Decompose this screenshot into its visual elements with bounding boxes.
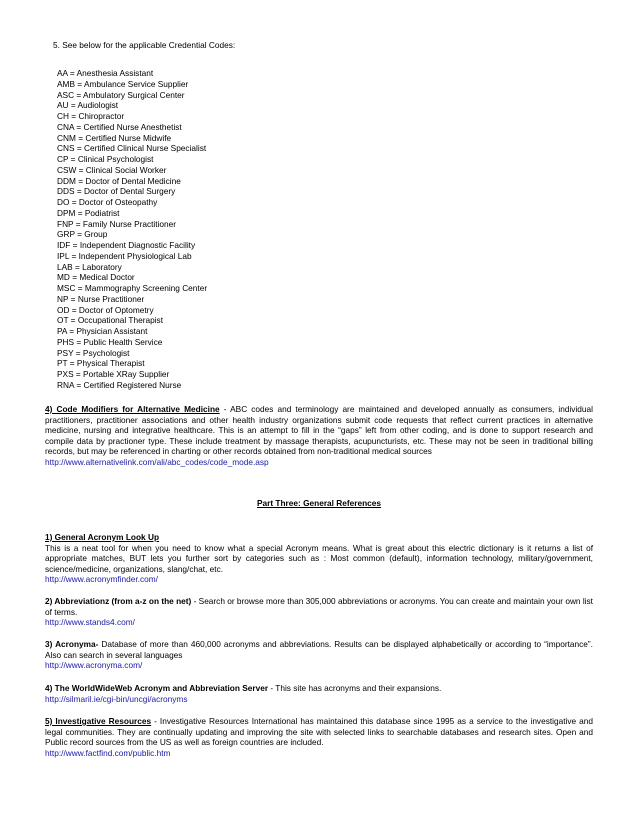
reference-link[interactable]: http://www.stands4.com/ bbox=[45, 617, 135, 628]
reference-heading: 4) The WorldWideWeb Acronym and Abbreviation Server bbox=[45, 683, 269, 693]
list-item: PSY = Psychologist bbox=[57, 347, 130, 358]
reference-body: - This site has acronyms and their expansions. bbox=[268, 683, 442, 693]
list-item: LAB = Laboratory bbox=[57, 261, 122, 272]
reference-item bbox=[45, 683, 593, 704]
list-item: PA = Physician Assistant bbox=[57, 326, 148, 336]
reference-link[interactable]: http://www.acronymfinder.com/ bbox=[45, 574, 158, 585]
list-item: CNS = Certified Clinical Nurse Specialist bbox=[57, 143, 207, 154]
list-item: CH = Chiropractor bbox=[57, 111, 125, 121]
list-item: MSC = Mammography Screening Center bbox=[57, 283, 208, 293]
code-modifiers-section bbox=[45, 404, 593, 468]
reference-heading: 2) Abbreviationz (from a-z on the net) bbox=[45, 596, 192, 606]
list-item: IPL = Independent Physiological Lab bbox=[57, 250, 192, 261]
list-item: CSW = Clinical Social Worker bbox=[57, 164, 167, 175]
list-item: CNM = Certified Nurse Midwife bbox=[57, 132, 172, 143]
reference-body: This is a neat tool for when you need to know what a special Acronym means. What is great about this electric dictionary is it returns a list of appropriate matches, BUT lets you further sort by categories such as : Most common (default), information technology, military/government, science/medicine, organizations, slang/chat, etc. bbox=[45, 542, 593, 574]
reference-link[interactable]: http://www.factfind.com/public.htm bbox=[45, 747, 171, 758]
reference-item bbox=[45, 716, 593, 758]
list-item: FNP = Family Nurse Practitioner bbox=[57, 218, 177, 229]
list-item: CNA = Certified Nurse Anesthetist bbox=[57, 121, 182, 132]
section-heading: 4) Code Modifiers for Alternative Medicine bbox=[45, 404, 220, 414]
section-body: - ABC codes and terminology are maintained and developed annually as consumers, individual practitioners, practitioner associations and other health industry organizations submit code requests that reflect current practices in alternative medicine, nursing and integrative healthcare. This is an attempt to fill in the “gaps” left from other coding, and is done to support research and compile data by practioner type. These include treatment by massage therapists, acupuncturists, etc. These may not be seen in traditional billing records, but may be referenced in charting or other records obtained from non-traditional medical sources bbox=[45, 404, 593, 457]
reference-item bbox=[45, 532, 593, 585]
list-item: PT = Physical Therapist bbox=[57, 358, 145, 369]
list-item: AMB = Ambulance Service Supplier bbox=[57, 78, 189, 89]
list-item: OD = Doctor of Optometry bbox=[57, 304, 154, 315]
reference-item bbox=[45, 596, 593, 628]
part-three-title: Part Three: General References bbox=[256, 498, 382, 508]
reference-item bbox=[45, 639, 593, 671]
list-item: DDS = Doctor of Dental Surgery bbox=[57, 186, 176, 197]
list-item: MD = Medical Doctor bbox=[57, 272, 135, 283]
list-item: IDF = Independent Diagnostic Facility bbox=[57, 240, 196, 250]
list-item: OT = Occupational Therapist bbox=[57, 315, 163, 326]
reference-heading: 1) General Acronym Look Up bbox=[45, 532, 160, 542]
list-item: GRP = Group bbox=[57, 229, 108, 240]
list-item: PHS = Public Health Service bbox=[57, 336, 163, 347]
list-item: AA = Anesthesia Assistant bbox=[57, 68, 154, 78]
list-item: DPM = Podiatrist bbox=[57, 207, 120, 218]
reference-heading: 5) Investigative Resources bbox=[45, 716, 152, 726]
credential-codes-list bbox=[57, 68, 207, 391]
credential-codes-intro: 5. See below for the applicable Credential Codes: bbox=[53, 40, 236, 50]
reference-body: Database of more than 460,000 acronyms and abbreviations. Results can be displayed alphabetically or according to “importance”. Also can search in several languages bbox=[45, 639, 593, 660]
list-item: PXS = Portable XRay Supplier bbox=[57, 369, 170, 379]
list-item: DDM = Doctor of Dental Medicine bbox=[57, 175, 181, 186]
list-item: NP = Nurse Practitioner bbox=[57, 293, 145, 304]
reference-link[interactable]: http://www.alternativelink.com/ali/abc_codes/code_mode.asp bbox=[45, 456, 269, 467]
reference-link[interactable]: http://silmaril.ie/cgi-bin/uncgi/acronyms bbox=[45, 693, 188, 704]
list-item: DO = Doctor of Osteopathy bbox=[57, 197, 158, 207]
list-item: RNA = Certified Registered Nurse bbox=[57, 379, 182, 390]
list-item: ASC = Ambulatory Surgical Center bbox=[57, 89, 185, 100]
list-item: CP = Clinical Psychologist bbox=[57, 154, 154, 164]
reference-body: - Search or browse more than 305,000 abbreviations or acronyms. You can create and maintain your own list of terms. bbox=[45, 596, 593, 617]
reference-body: - Investigative Resources International has maintained this database since 1995 as a service to the investigative and legal communities. They are continually updating and improving the site with selected links to searchable databases and research sites. Open and Public record sources from the US as well as foreign countries are included. bbox=[45, 716, 593, 748]
reference-heading: 3) Acronyma- bbox=[45, 639, 99, 649]
list-item: AU = Audiologist bbox=[57, 100, 119, 111]
reference-link[interactable]: http://www.acronyma.com/ bbox=[45, 660, 143, 671]
